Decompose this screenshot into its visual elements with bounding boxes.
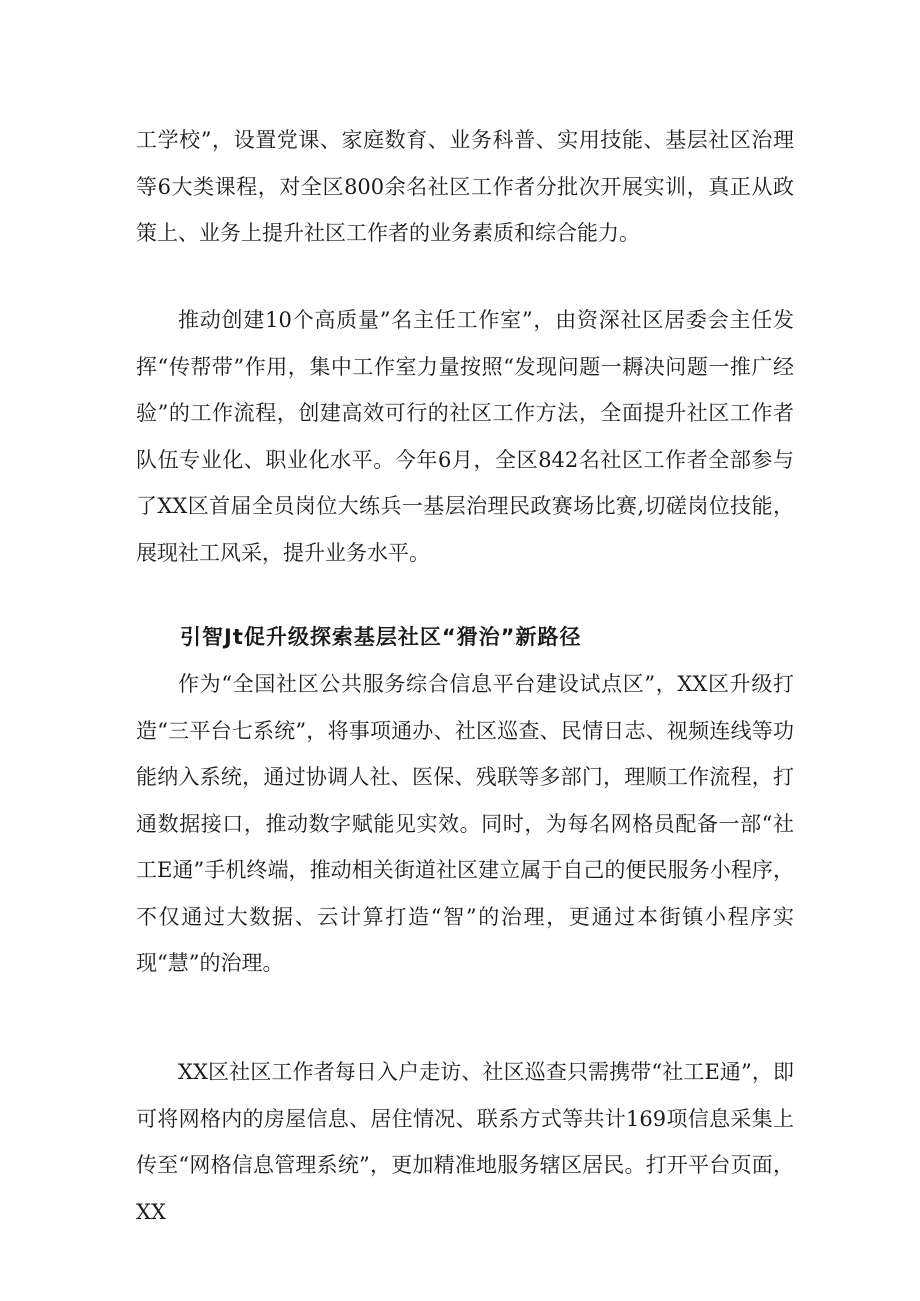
paragraph-digital-platform: 作为“全国社区公共服务综合信息平台建设试点区”，XX区升级打造“三平台七系统”，将事项通办、社区巡查、民情日志、视频连线等功能纳入系统，通过协调人社、医保、残联等多部门，理顺工作流程，打通数据接口，推动数字赋能见实效。同时，为每名网格员配备一部“社工E通”手机终端，推动相关街道社区建立属于自己的便民服务小程序，不仅通过大数据、云计算打造“智”的治理，更通过本街镇小程序实现“慧”的治理。 [136, 672, 794, 975]
paragraph-social-worker-e-tong: XX区社区工作者每日入户走访、社区巡查只需携带“社工E通”，即可将网格内的房屋信息、居住情况、联系方式等共计169项信息采集上传至“网格信息管理系统”，更加精准地服务辖区居民。打开平台页面，XX [136, 1060, 794, 1224]
paragraph-training-courses: 工学校”，设置党课、家庭数育、业务科普、实用技能、基层社区治理等6大类课程，对全区800余名社区工作者分批次开展实训，真正从政策上、业务上提升社区工作者的业务素质和综合能力。 [136, 128, 794, 245]
section-heading: 引智Jt促升级探索基层社区“猾治”新路径 [180, 625, 582, 649]
paragraph-director-studio: 推动创建10个高质量”名主任工作室”，由资深社区居委会主任发挥“传帮带”作用，集中工作室力量按照“发现问题一耨决问题一推广经验”的工作流程，创建高效可行的社区工作方法，全面提升社区工作者队伍专业化、职业化水平。今年6月，全区842名社区工作者全部参与了XX区首届全员岗位大练兵一基层治理民政赛场比赛,切磋岗位技能，展现社工风采，提升业务水平。 [136, 308, 794, 565]
